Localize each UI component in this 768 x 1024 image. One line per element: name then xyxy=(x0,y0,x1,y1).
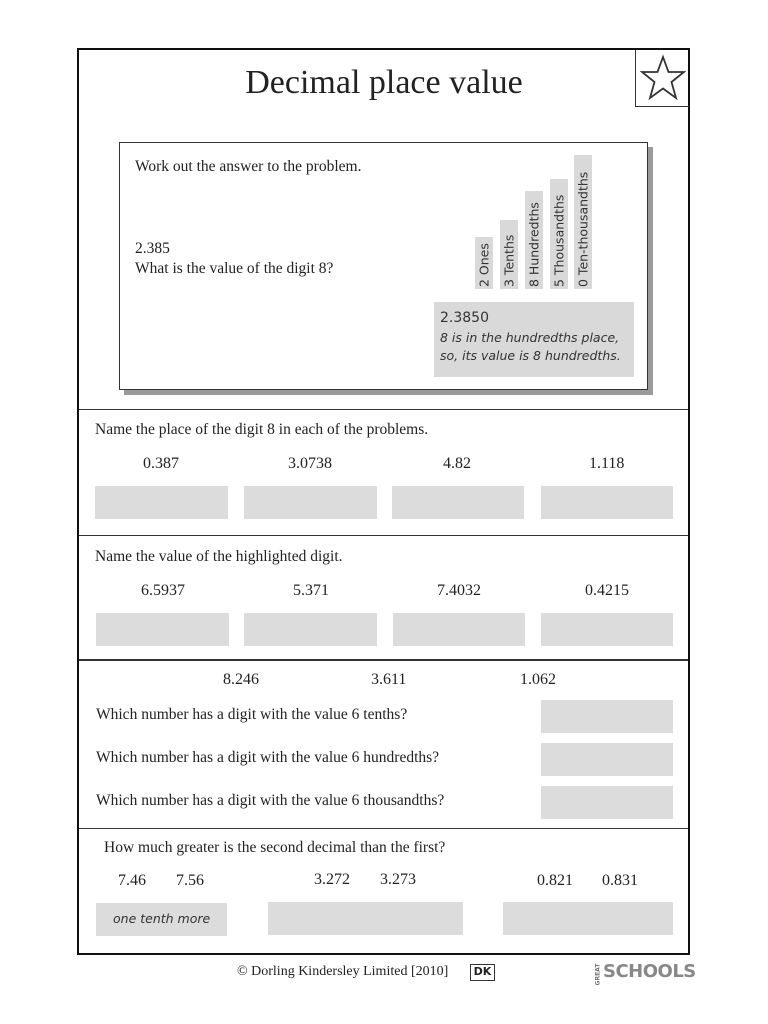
example-answer-line2: so, its value is 8 hundredths. xyxy=(440,348,621,363)
greatschools-logo: SCHOOLS xyxy=(603,961,696,982)
section-divider xyxy=(79,828,688,829)
place-value-column: 5 Thousandths xyxy=(550,179,568,289)
problem-number: 4.82 xyxy=(443,455,471,472)
answer-box[interactable] xyxy=(541,486,673,519)
page-title: Decimal place value xyxy=(245,64,523,101)
answer-box[interactable] xyxy=(96,613,229,646)
section2-prompt: Name the value of the highlighted digit. xyxy=(95,548,343,565)
problem-number: 0.4215 xyxy=(585,582,629,599)
problem-number: 5.371 xyxy=(293,582,329,599)
place-value-column: 2 Ones xyxy=(475,237,493,289)
example-number: 2.385 xyxy=(135,240,170,257)
answer-box[interactable] xyxy=(268,902,463,935)
answer-box[interactable] xyxy=(393,613,525,646)
answer-box[interactable] xyxy=(244,613,377,646)
section-divider xyxy=(79,409,688,410)
dk-logo: DK xyxy=(470,964,495,981)
answer-box[interactable] xyxy=(541,743,673,776)
answer-box[interactable] xyxy=(244,486,377,519)
example-instruction: Work out the answer to the problem. xyxy=(135,158,362,175)
example-answer-line1: 8 is in the hundredths place, xyxy=(440,330,620,345)
example-question: What is the value of the digit 8? xyxy=(135,260,334,277)
section-divider xyxy=(79,659,688,661)
problem-number: 3.272 xyxy=(314,871,350,888)
problem-number: 7.56 xyxy=(176,872,204,889)
problem-number: 3.611 xyxy=(371,671,407,688)
worked-example-box xyxy=(119,142,648,390)
copyright-text: © Dorling Kindersley Limited [2010] xyxy=(237,964,449,979)
problem-number: 7.46 xyxy=(118,872,146,889)
section4-prompt: How much greater is the second decimal than the first? xyxy=(104,839,446,856)
answer-box[interactable] xyxy=(541,700,673,733)
problem-number: 8.246 xyxy=(223,671,259,688)
problem-number: 1.062 xyxy=(520,671,556,688)
answer-box[interactable] xyxy=(95,486,228,519)
problem-number: 1.118 xyxy=(589,455,625,472)
section1-prompt: Name the place of the digit 8 in each of the problems. xyxy=(95,421,429,438)
problem-number: 7.4032 xyxy=(437,582,481,599)
problem-number: 0.831 xyxy=(602,872,638,889)
problem-number: 3.0738 xyxy=(288,455,332,472)
star-icon xyxy=(640,54,686,102)
answer-box[interactable] xyxy=(392,486,524,519)
question-text: Which number has a digit with the value 6 hundredths? xyxy=(96,749,440,766)
answer-box[interactable] xyxy=(541,786,673,819)
example-answer-text: one tenth more xyxy=(113,911,211,926)
problem-number: 6.5937 xyxy=(141,582,185,599)
example-answer-number: 2.3850 xyxy=(440,310,489,326)
answer-box[interactable] xyxy=(541,613,673,646)
brand-small-logo: GREAT xyxy=(594,963,602,985)
answer-box[interactable] xyxy=(503,902,673,935)
problem-number: 0.387 xyxy=(143,455,179,472)
section-divider xyxy=(79,535,688,536)
place-value-column: 3 Tenths xyxy=(500,220,518,289)
place-value-column: 0 Ten-thousandths xyxy=(574,155,592,289)
example-answer-box xyxy=(434,302,634,377)
question-text: Which number has a digit with the value 6 tenths? xyxy=(96,706,408,723)
problem-number: 3.273 xyxy=(380,871,416,888)
question-text: Which number has a digit with the value 6 thousandths? xyxy=(96,792,445,809)
place-value-column: 8 Hundredths xyxy=(525,191,543,289)
problem-number: 0.821 xyxy=(537,872,573,889)
example-answer-box xyxy=(96,903,227,936)
star-badge xyxy=(635,50,689,107)
